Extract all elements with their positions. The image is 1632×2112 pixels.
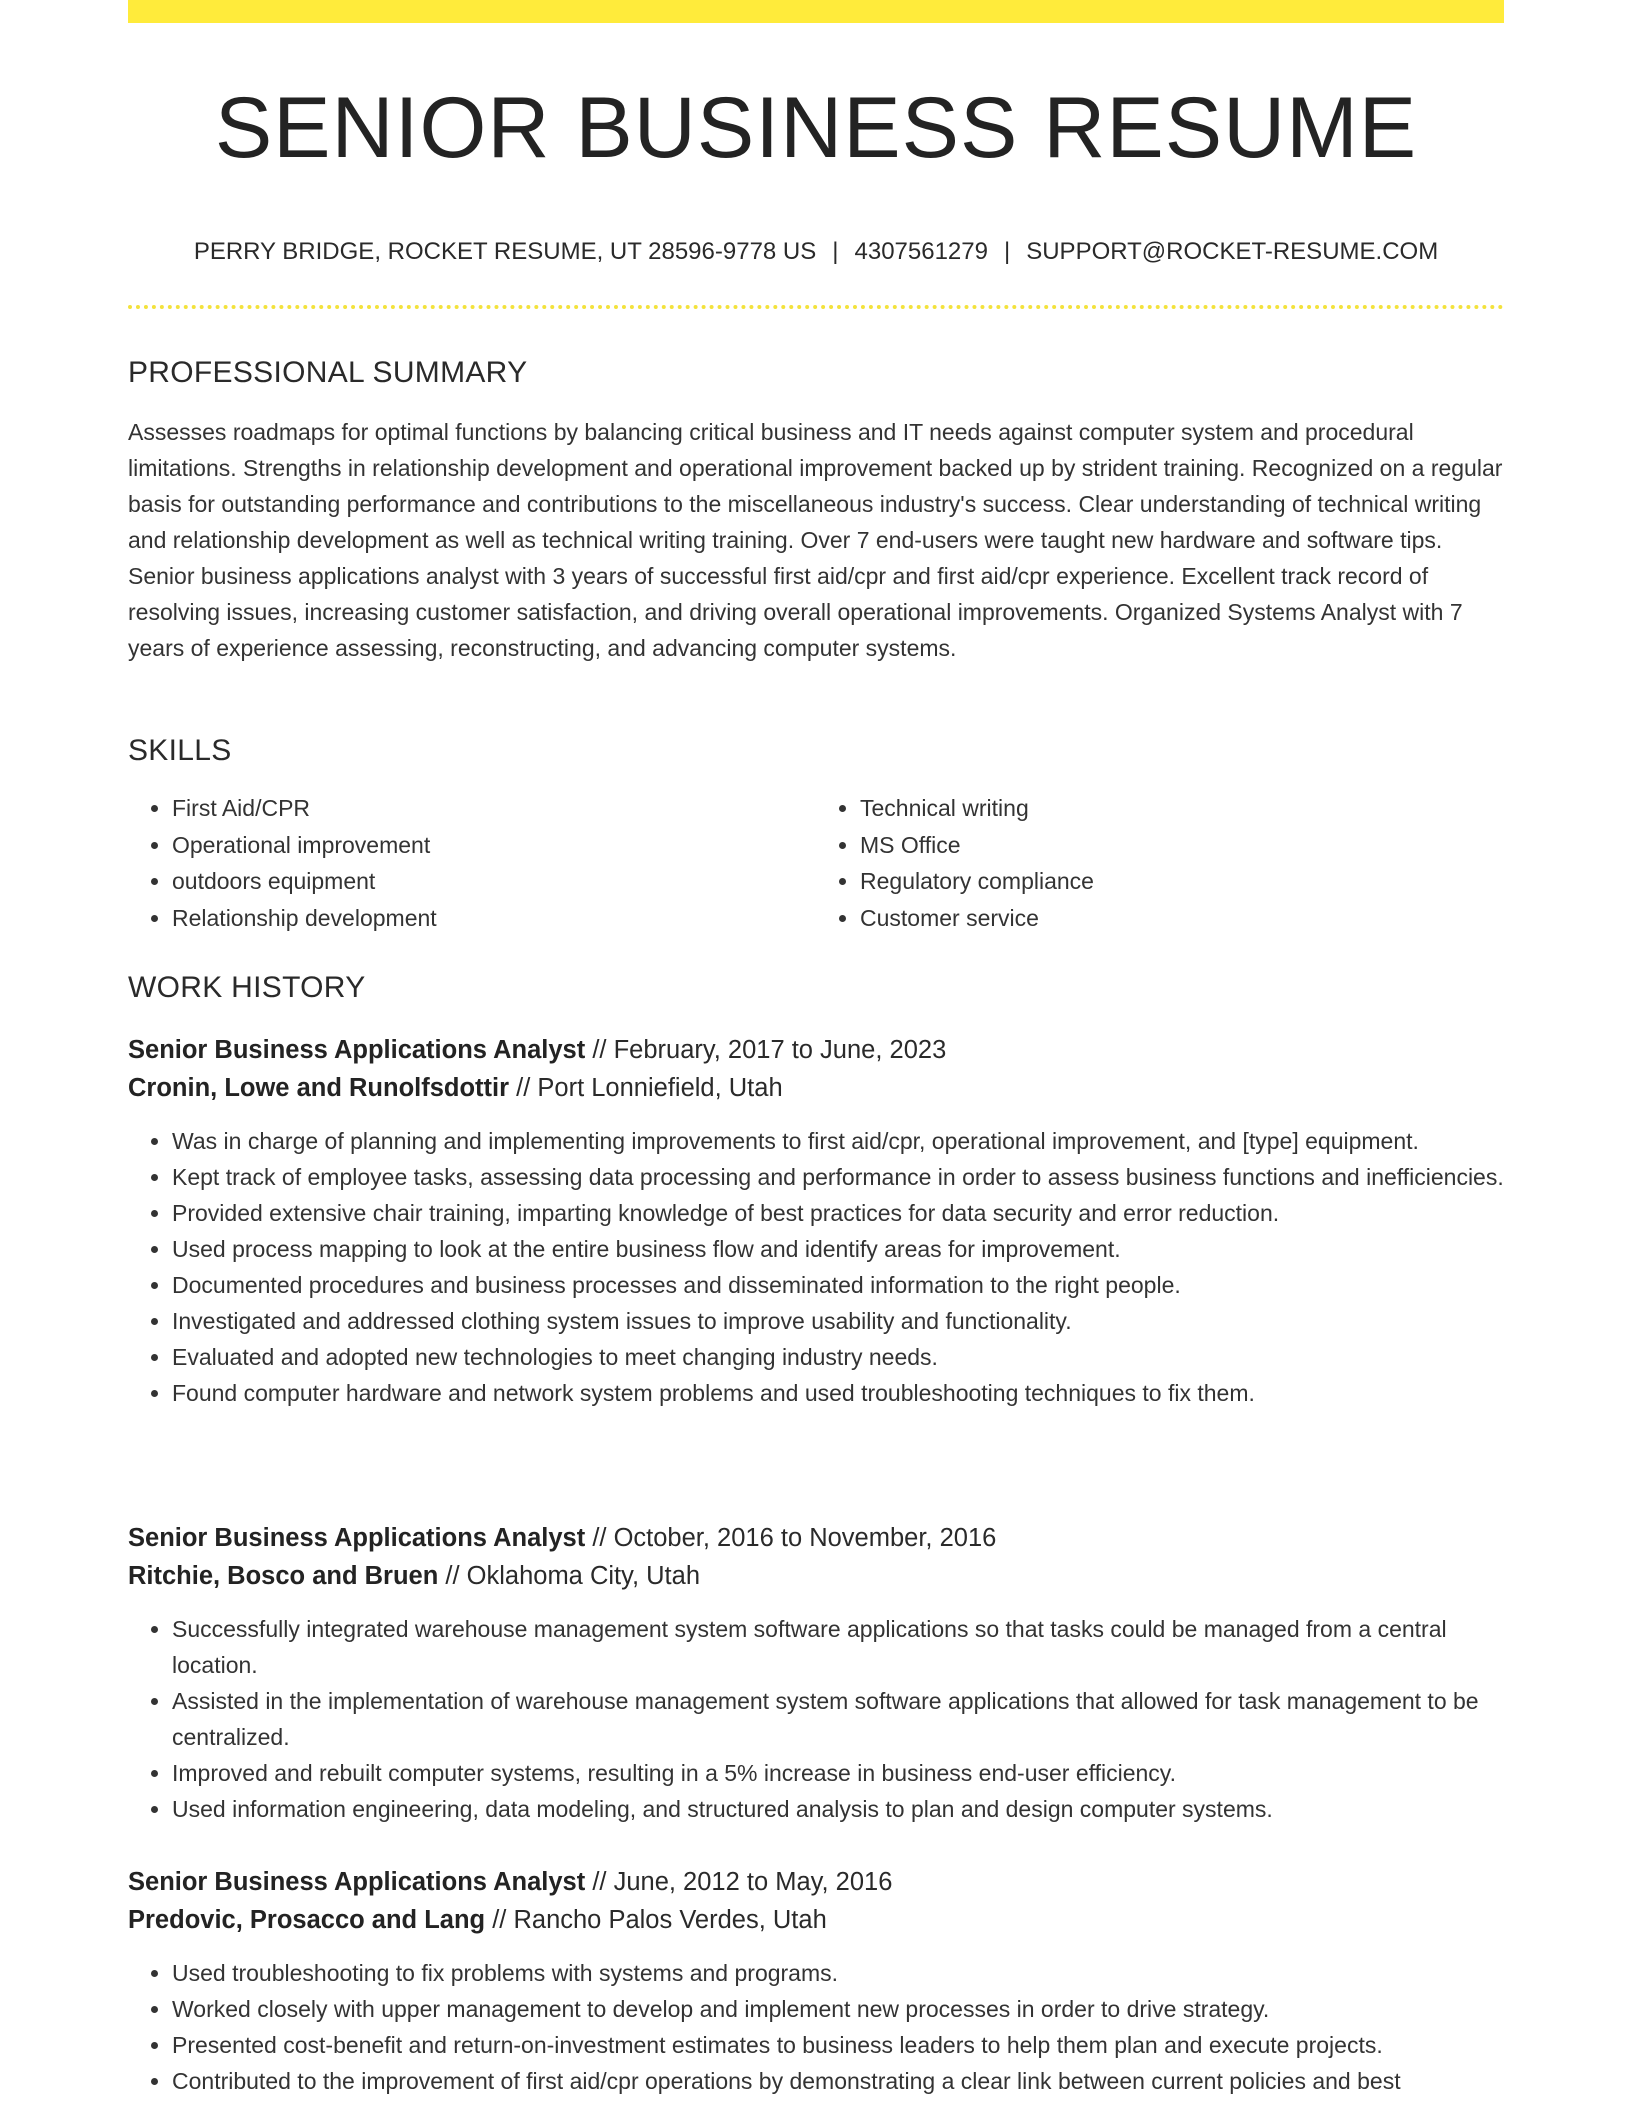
skills-columns	[128, 790, 1504, 937]
job-company-line	[128, 1069, 1504, 1107]
job-bullet: • Provided extensive chair training, imparting knowledge of best practices for data security and error reduction.	[172, 1195, 1504, 1231]
work-heading: WORK HISTORY	[128, 971, 366, 1004]
summary-section	[128, 358, 1504, 666]
contact-separator: |	[832, 238, 839, 265]
job-role: Senior Business Applications Analyst	[128, 1524, 586, 1552]
job-location: // Oklahoma City, Utah	[445, 1562, 701, 1590]
job-company: Predovic, Prosacco and Lang	[128, 1906, 486, 1934]
job-title-line	[128, 1519, 1504, 1557]
skill-item: • Customer service	[860, 900, 1504, 937]
header-divider	[128, 305, 1504, 309]
job-company: Ritchie, Bosco and Bruen	[128, 1562, 439, 1590]
work-section	[128, 973, 1504, 1003]
job-bullet: • Successfully integrated warehouse management system software applications so that tasks could be managed from a central location.	[172, 1611, 1504, 1683]
job-bullet: • Found computer hardware and network system problems and used troubleshooting techniques to fix them.	[172, 1375, 1504, 1411]
job-dates: // February, 2017 to June, 2023	[592, 1036, 947, 1064]
resume-title: SENIOR BUSINESS RESUME	[214, 80, 1418, 176]
contact-phone: 4307561279	[854, 238, 988, 265]
job-entry	[128, 1031, 1504, 1411]
job-bullet: • Presented cost-benefit and return-on-investment estimates to business leaders to help them plan and execute projects.	[172, 2027, 1504, 2063]
skills-list-right	[816, 790, 1504, 937]
contact-line	[128, 240, 1504, 264]
job-bullet: • Assisted in the implementation of warehouse management system software applications that allowed for task management to be centralized.	[172, 1683, 1504, 1755]
job-role: Senior Business Applications Analyst	[128, 1868, 586, 1896]
job-bullet: • Used troubleshooting to fix problems with systems and programs.	[172, 1955, 1504, 1991]
job-location: // Port Lonniefield, Utah	[516, 1074, 783, 1102]
job-bullet: • Evaluated and adopted new technologies to meet changing industry needs.	[172, 1339, 1504, 1375]
job-title-line	[128, 1863, 1504, 1901]
job-bullet: • Was in charge of planning and implementing improvements to first aid/cpr, operational improvement, and [type] equipment.	[172, 1123, 1504, 1159]
job-bullets	[128, 1955, 1504, 2099]
job-bullet: • Contributed to the improvement of first aid/cpr operations by demonstrating a clear link between current policies and best	[172, 2063, 1504, 2099]
skill-item: • Regulatory compliance	[860, 863, 1504, 900]
skill-item: • MS Office	[860, 827, 1504, 864]
job-bullet: • Worked closely with upper management to develop and implement new processes in order to drive strategy.	[172, 1991, 1504, 2027]
contact-separator: |	[1003, 238, 1011, 265]
job-bullet: • Kept track of employee tasks, assessing data processing and performance in order to assess business functions and inefficiencies.	[172, 1159, 1504, 1195]
job-dates: // June, 2012 to May, 2016	[592, 1868, 893, 1896]
job-bullet: • Documented procedures and business processes and disseminated information to the right people.	[172, 1267, 1504, 1303]
skill-item: • Technical writing	[860, 790, 1504, 827]
skill-item: • outdoors equipment	[172, 863, 816, 900]
job-role: Senior Business Applications Analyst	[128, 1036, 586, 1064]
job-bullet: • Improved and rebuilt computer systems, resulting in a 5% increase in business end-user efficiency.	[172, 1755, 1504, 1791]
accent-bar	[128, 0, 1504, 23]
skill-item: • Operational improvement	[172, 827, 816, 864]
job-company-line	[128, 1557, 1504, 1595]
job-entry	[128, 1863, 1504, 2099]
skills-section	[128, 736, 1504, 937]
job-dates: // October, 2016 to November, 2016	[592, 1524, 997, 1552]
job-bullet: • Used process mapping to look at the entire business flow and identify areas for improvement.	[172, 1231, 1504, 1267]
job-title-line	[128, 1031, 1504, 1069]
skills-list-left	[128, 790, 816, 937]
skills-heading: SKILLS	[128, 734, 232, 767]
job-bullet: • Investigated and addressed clothing system issues to improve usability and functionality.	[172, 1303, 1504, 1339]
job-bullets	[128, 1123, 1504, 1411]
job-bullets	[128, 1611, 1504, 1827]
job-company: Cronin, Lowe and Runolfsdottir	[128, 1074, 510, 1102]
summary-text: Assesses roadmaps for optimal functions by balancing critical business and IT needs against computer system and procedural limitations. Strengths in relationship development and operational improvement backed up by strident training. Recognized on a regular basis for outstanding performance and contributions to the miscellaneous industry's success. Clear understanding of technical writing and relationship development as well as technical writing training. Over 7 end-users were taught new hardware and software tips. Senior business applications analyst with 3 years of successful first aid/cpr and first aid/cpr experience. Excellent track record of resolving issues, increasing customer satisfaction, and driving overall operational improvements. Organized Systems Analyst with 7 years of experience assessing, reconstructing, and advancing computer systems.	[128, 419, 1503, 661]
summary-heading: PROFESSIONAL SUMMARY	[128, 356, 528, 389]
job-bullet: • Used information engineering, data modeling, and structured analysis to plan and design computer systems.	[172, 1791, 1504, 1827]
contact-email: SUPPORT@ROCKET-RESUME.COM	[1026, 238, 1439, 265]
job-entry	[128, 1519, 1504, 1827]
job-location: // Rancho Palos Verdes, Utah	[492, 1906, 827, 1934]
resume-page	[128, 0, 1504, 2094]
job-company-line	[128, 1901, 1504, 1939]
contact-address: PERRY BRIDGE, ROCKET RESUME, UT 28596-9778 US	[193, 238, 817, 265]
skill-item: • First Aid/CPR	[172, 790, 816, 827]
skill-item: • Relationship development	[172, 900, 816, 937]
